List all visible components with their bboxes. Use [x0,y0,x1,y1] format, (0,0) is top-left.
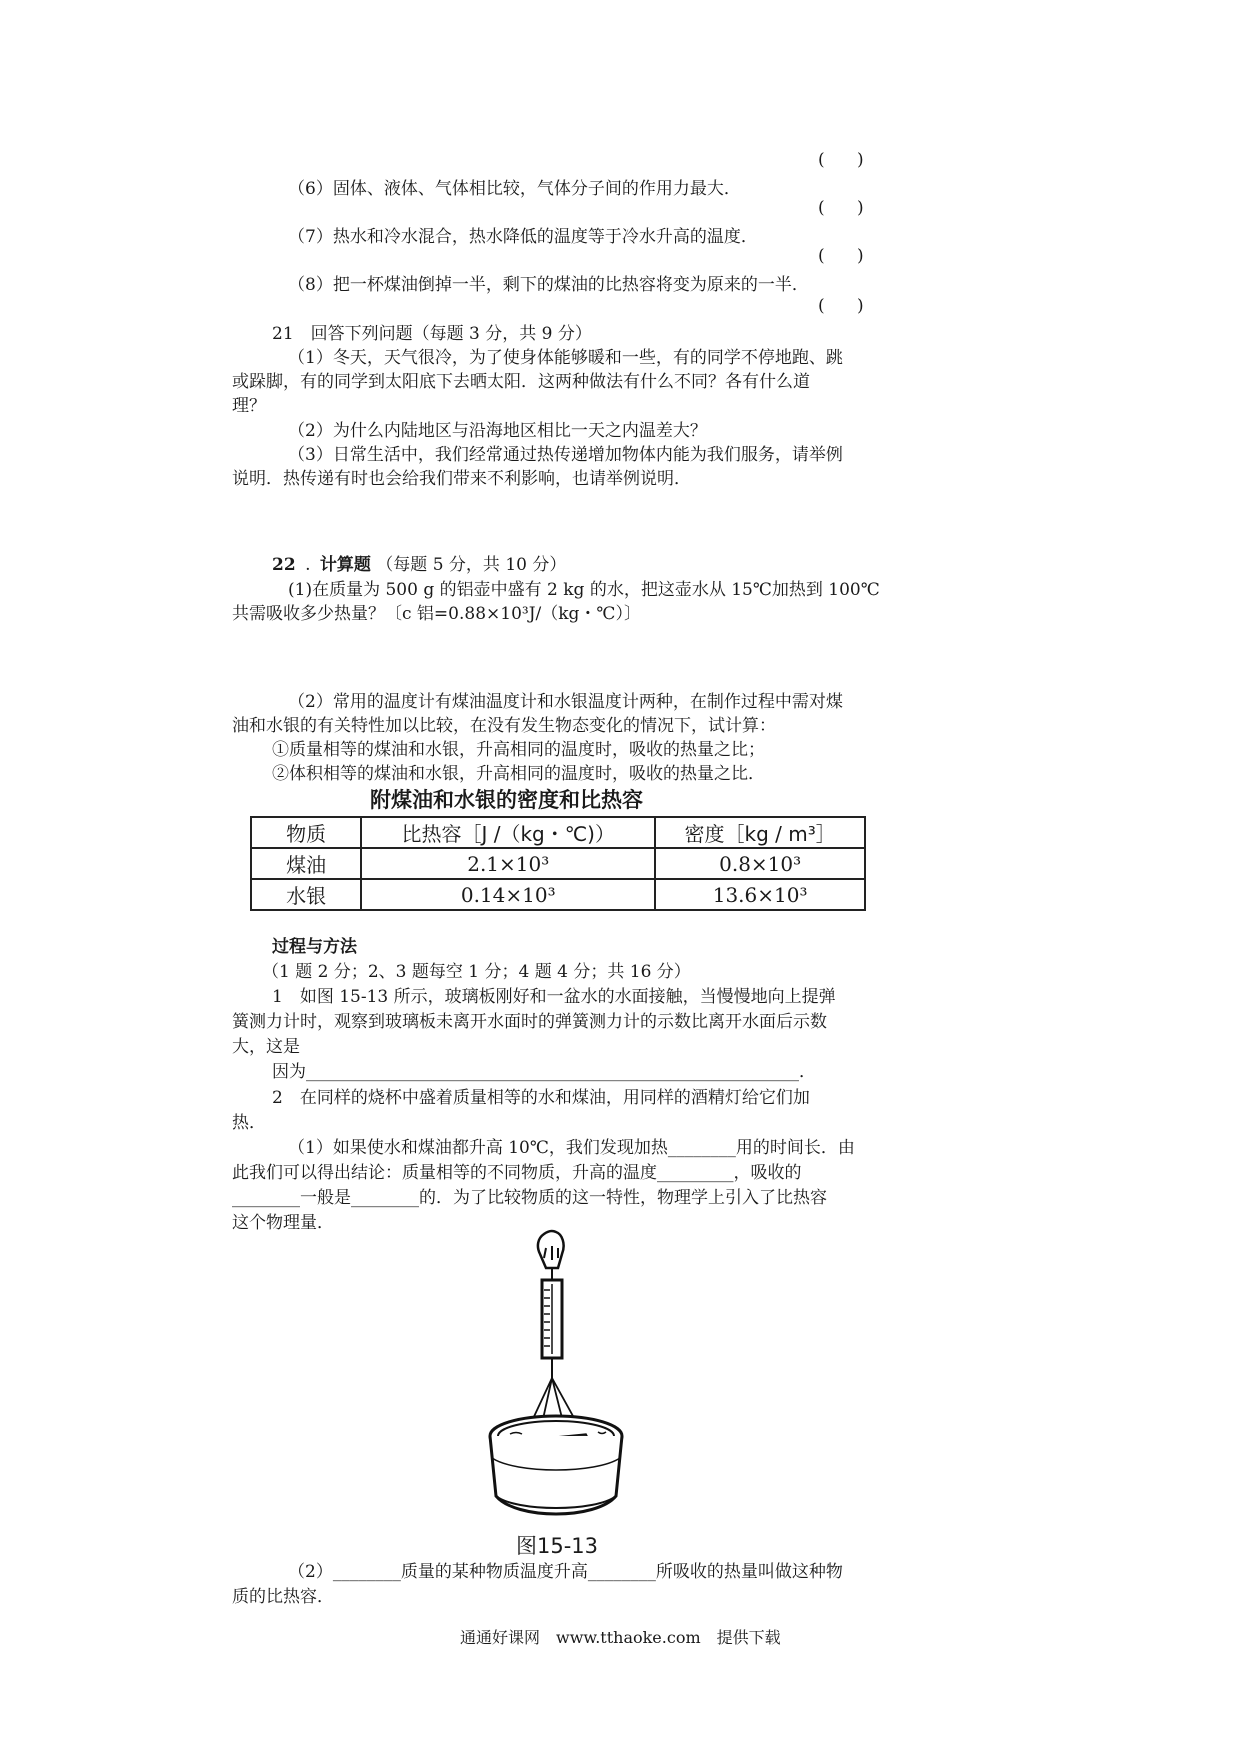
process-q2-line: 这个物理量． [232,1213,334,1233]
answer-paren: ( ) [818,296,864,316]
table-cell: 2.1×10³ [361,848,655,879]
q21-line: 或跺脚，有的同学到太阳底下去晒太阳．这两种做法有什么不同？各有什么道 [232,372,810,392]
answer-paren: ( ) [818,198,864,218]
figure-caption: 图15-13 [516,1534,599,1558]
q21-line: （3）日常生活中，我们经常通过热传递增加物体内能为我们服务，请举例 [288,445,843,465]
q22-p2-line: 油和水银的有关特性加以比较，在没有发生物态变化的情况下，试计算： [232,716,776,736]
density-specific-heat-table [250,816,866,911]
judgment-item-7: （7）热水和冷水混合，热水降低的温度等于冷水升高的温度． [288,227,758,247]
process-q2-line: 2 在同样的烧杯中盛着质量相等的水和煤油，用同样的酒精灯给它们加 [272,1088,810,1108]
judgment-item-8: （8）把一杯煤油倒掉一半，剩下的煤油的比热容将变为原来的一半． [288,275,809,295]
table-header-cell: 密度［kg / m³］ [655,817,865,848]
table-header-row [251,817,865,848]
section-title: 过程与方法 [272,937,357,957]
q22-p2-line: ②体积相等的煤油和水银，升高相同的温度时，吸收的热量之比． [272,764,765,784]
table-row [251,879,865,910]
q22-p2-line: （2）常用的温度计有煤油温度计和水银温度计两种，在制作过程中需对煤 [288,692,843,712]
table-cell: 煤油 [251,848,361,879]
process-q1-blank-line: 因为__________________________________________________________． [272,1062,816,1082]
process-q2-line: ________一般是________的．为了比较物质的这一特性，物理学上引入了比热容 [232,1188,827,1208]
table-cell: 水银 [251,879,361,910]
process-q1-line: 簧测力计时，观察到玻璃板未离开水面时的弹簧测力计的示数比离开水面后示数 [232,1012,827,1032]
q21-line: 理？ [232,396,266,416]
process-q2-line: 此我们可以得出结论：质量相等的不同物质，升高的温度_________，吸收的 [232,1163,802,1183]
process-q2b-line: 质的比热容． [232,1587,334,1607]
q22-score: （每题 5 分，共 10 分） [376,555,567,575]
process-q2b-line: （2）________质量的某种物质温度升高________所吸收的热量叫做这种物 [288,1562,843,1582]
process-q2-line: （1）如果使水和煤油都升高 10℃，我们发现加热________用的时间长．由 [288,1138,855,1158]
table-row [251,848,865,879]
q22-number: 22 [272,555,296,575]
q21-line: （1）冬天，天气很冷，为了使身体能够暖和一些，有的同学不停地跑、跳 [288,348,843,368]
section-score: （1 题 2 分；2、3 题每空 1 分；4 题 4 分；共 16 分） [262,962,691,982]
q22-p1-line: (1)在质量为 500 g 的铝壶中盛有 2 kg 的水，把这壶水从 15℃加热到 100℃ [288,580,880,600]
q22-p2-line: ①质量相等的煤油和水银，升高相同的温度时，吸收的热量之比； [272,740,765,760]
page-footer: 通通好课网 www.tthaoke.com 提供下载 [460,1628,781,1647]
judgment-item-6: （6）固体、液体、气体相比较，气体分子间的作用力最大． [288,179,741,199]
answer-paren: ( ) [818,150,864,170]
table-cell: 13.6×10³ [655,879,865,910]
process-q2-line: 热． [232,1113,266,1133]
q22-title: 计算题 [319,555,371,575]
q22-heading: 22 . 计算题 （每题 5 分，共 10 分） [272,555,567,575]
process-q1-line: 大，这是 [232,1037,300,1057]
table-cell: 0.8×10³ [655,848,865,879]
process-q1-line: 1 如图 15-13 所示，玻璃板刚好和一盆水的水面接触，当慢慢地向上提弹 [272,987,836,1007]
q21-heading: 21 回答下列问题（每题 3 分，共 9 分） [272,324,592,344]
table-header-cell: 物质 [251,817,361,848]
q22-p1-line: 共需吸收多少热量？〔c 铝=0.88×10³J/（kg・℃）〕 [232,604,641,624]
table-cell: 0.14×10³ [361,879,655,910]
q21-line: 说明．热传递有时也会给我们带来不利影响，也请举例说明． [232,469,691,489]
q21-line: （2）为什么内陆地区与沿海地区相比一天之内温差大？ [288,421,707,441]
table-header-cell: 比热容［J /（kg・℃)） [361,817,655,848]
spring-scale-basin-figure [486,1228,626,1528]
table-title: 附煤油和水银的密度和比热容 [370,788,643,812]
answer-paren: ( ) [818,246,864,266]
